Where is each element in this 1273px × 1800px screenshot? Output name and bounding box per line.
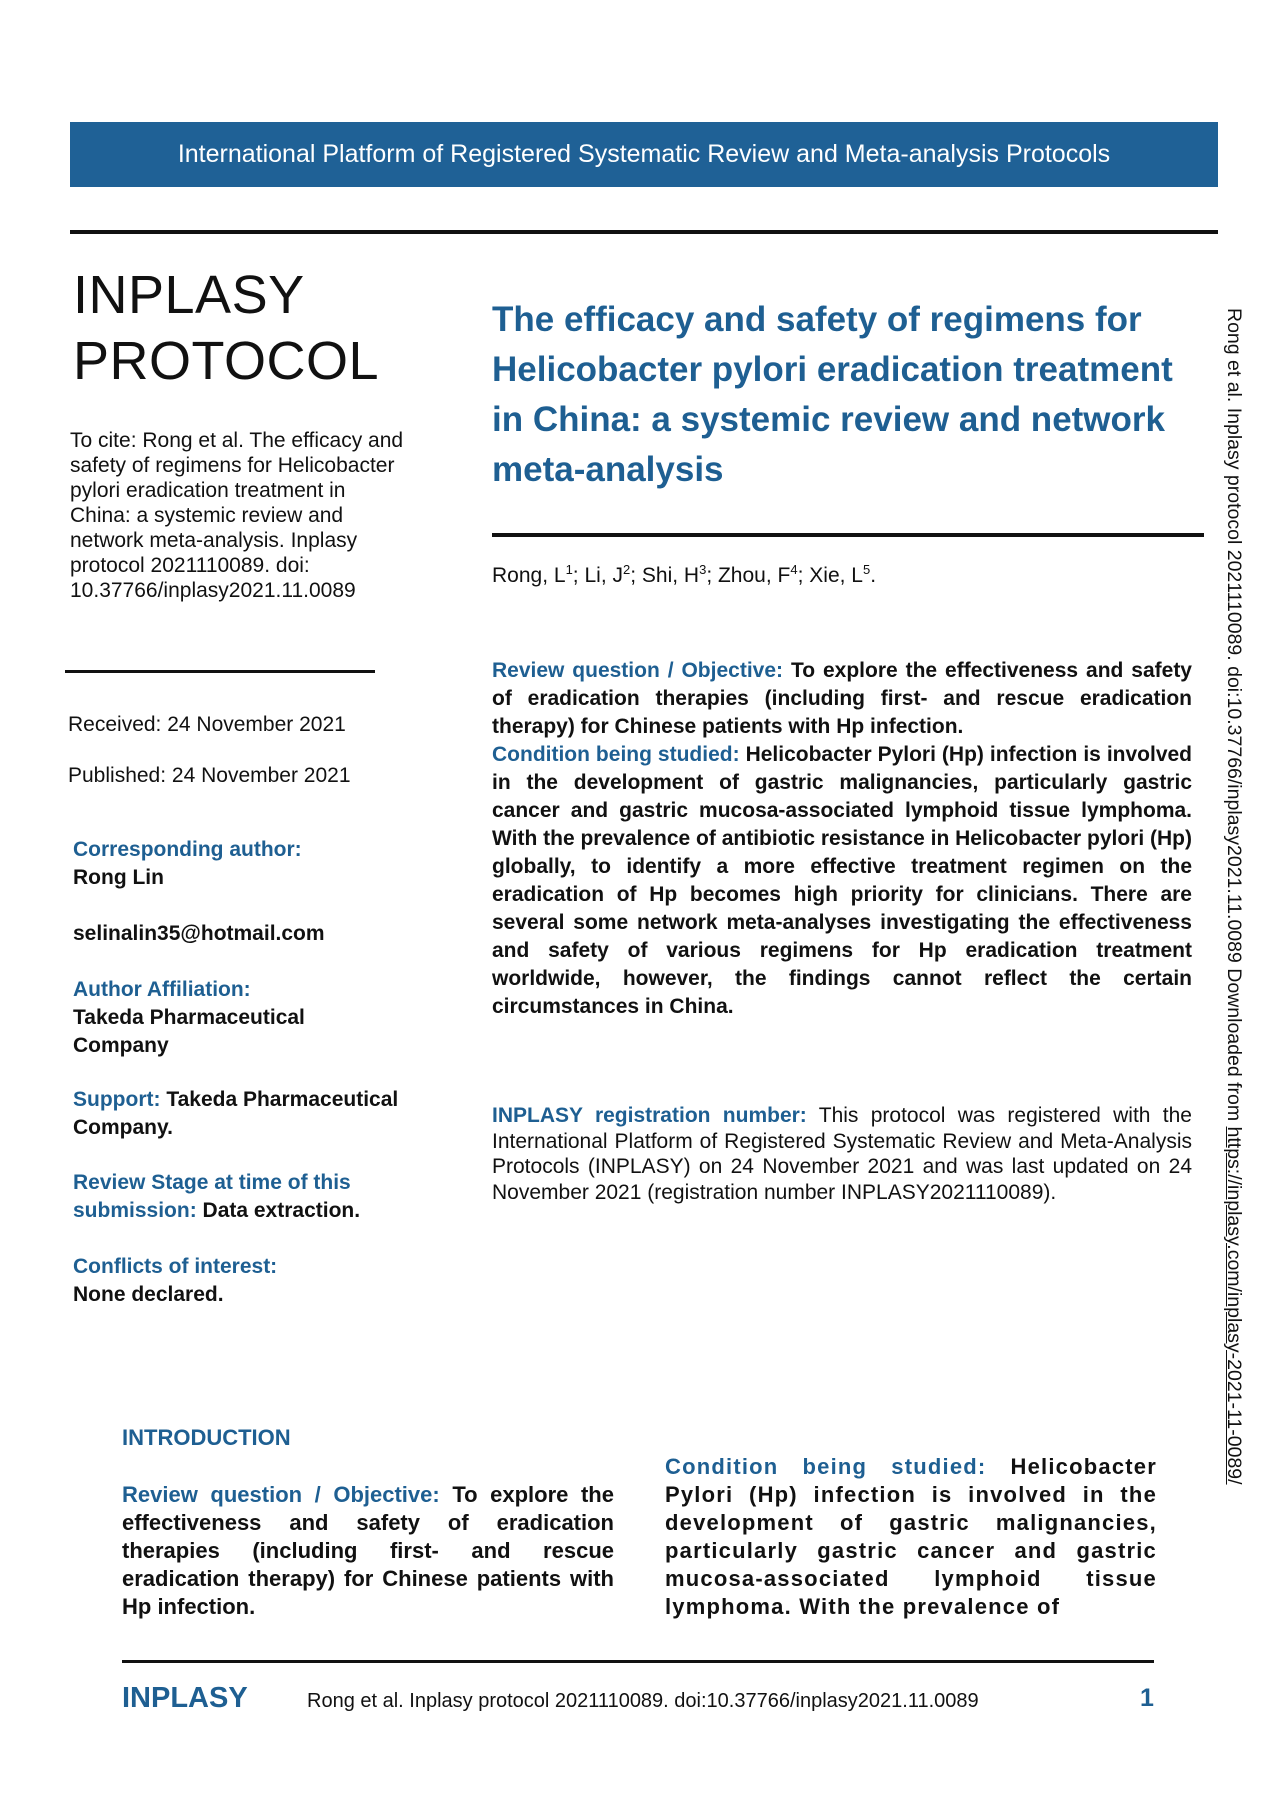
review-stage-label: Review Stage at time of this submission: xyxy=(73,1171,351,1222)
sidebar-text: Rong et al. Inplasy protocol 2021110089. doi:10.37766/inplasy2021.11.0089 Downloaded from xyxy=(1223,308,1245,1127)
abstract-condition: Condition being studied: Helicobacter Pylori (Hp) infection is involved in the development of gastric malignancies, particularly gastric cancer and gastric mucosa-associated lymphoid tissue lymphoma. With the prevalence of antibiotic resistance in Helicobacter pylori (Hp) globally, to identify a more effective treatment regimen on the eradication of Hp becomes high priority for clinicians. There are several some network meta-analyses investigating the effectiveness and safety of various regimens for Hp eradication treatment worldwide, however, the findings cannot reflect the certain circumstances in China. xyxy=(492,743,1193,1018)
inplasy-protocol-heading xyxy=(73,262,379,394)
top-rule xyxy=(70,230,1218,234)
registration-statement xyxy=(492,1103,1192,1205)
registration-label: INPLASY registration number: xyxy=(492,1104,807,1127)
received-date: Received: 24 November 2021 xyxy=(68,713,346,736)
abstract-objective: Review question / Objective: To explore the effectiveness and safety of eradication therapies (including first- and rescue eradication therapy) for Chinese patients with Hp infection. xyxy=(492,659,1192,738)
published-date: Published: 24 November 2021 xyxy=(68,764,351,787)
author: Shi, $H^3$; xyxy=(641,562,718,587)
title-rule xyxy=(492,533,1204,537)
author: Xie, $L^5$. xyxy=(809,562,877,587)
registration-text: This protocol was registered with the International Platform of Registered Systematic Review and Meta-Analysis Protocols (INPLASY) on 24 November 2021 and was last updated on 24 November 2021 (registration number INPLASY2021110089). xyxy=(492,1104,1192,1204)
abstract xyxy=(492,657,1192,1021)
footer-brand: INPLASY xyxy=(122,1682,248,1714)
corresponding-author xyxy=(73,836,403,892)
author-email[interactable] xyxy=(73,920,403,948)
support xyxy=(73,1086,403,1142)
support-label: Support: xyxy=(73,1088,161,1111)
author-affiliation xyxy=(73,976,403,1060)
intro-condition: Condition being studied: Helicobacter Pylori (Hp) infection is involved in the development of gastric malignancies, particularly gastric cancer and gastric mucosa-associated lymphoid tissue lymphoma. With the prevalence of xyxy=(665,1454,1157,1619)
intro-objective: Review question / Objective: To explore the effectiveness and safety of eradication therapies (including first- and rescue eradication therapy) for Chinese patients with Hp infection. xyxy=(122,1482,614,1619)
conflicts-of-interest xyxy=(73,1253,403,1309)
author: Rong, $L^1$; xyxy=(492,562,585,587)
conflicts-label: Conflicts of interest: xyxy=(73,1255,278,1278)
affiliation-label: Author Affiliation: xyxy=(73,978,251,1001)
author-list xyxy=(492,562,876,588)
author: Zhou, $F^4$; xyxy=(717,562,810,587)
affiliation-value: Takeda Pharmaceutical Company xyxy=(73,1006,305,1057)
author: Li, $J^2$; xyxy=(584,562,642,587)
footer-citation: Rong et al. Inplasy protocol 2021110089. doi:10.37766/inplasy2021.11.0089 xyxy=(307,1690,979,1712)
corresponding-author-label: Corresponding author: xyxy=(73,838,302,861)
sidebar-link[interactable]: https://inplasy.com/inplasy-2021-11-0089/ xyxy=(1223,1126,1245,1485)
platform-banner xyxy=(70,122,1218,187)
left-rule xyxy=(65,670,375,673)
page-number: 1 xyxy=(1140,1684,1154,1712)
review-stage xyxy=(73,1169,403,1225)
email-text[interactable]: selinalin35@hotmail.com xyxy=(73,922,325,945)
brand-line-2: PROTOCOL xyxy=(73,331,380,391)
download-sidebar xyxy=(1222,308,1245,1485)
support-value: Takeda Pharmaceutical Company. xyxy=(73,1088,399,1139)
introduction-heading: INTRODUCTION xyxy=(122,1425,291,1450)
banner-text: International Platform of Registered Systematic Review and Meta-analysis Protocols xyxy=(177,140,1111,168)
brand-line-1: INPLASY xyxy=(73,265,305,325)
footer-rule xyxy=(122,1660,1154,1663)
citation-block: To cite: Rong et al. The efficacy and safety of regimens for Helicobacter pylori eradication treatment in China: a systemic review and network meta-analysis. Inplasy protocol 2021110089. doi: 10.37766/inplasy2021.11.0089 xyxy=(70,429,404,602)
review-stage-value: Data extraction. xyxy=(202,1199,361,1222)
paper-title: The efficacy and safety of regimens for Helicobacter pylori eradication treatment in China: a systemic review and network meta-analysis xyxy=(492,300,1173,489)
corresponding-author-name: Rong Lin xyxy=(73,866,164,889)
conflicts-value: None declared. xyxy=(73,1283,224,1306)
